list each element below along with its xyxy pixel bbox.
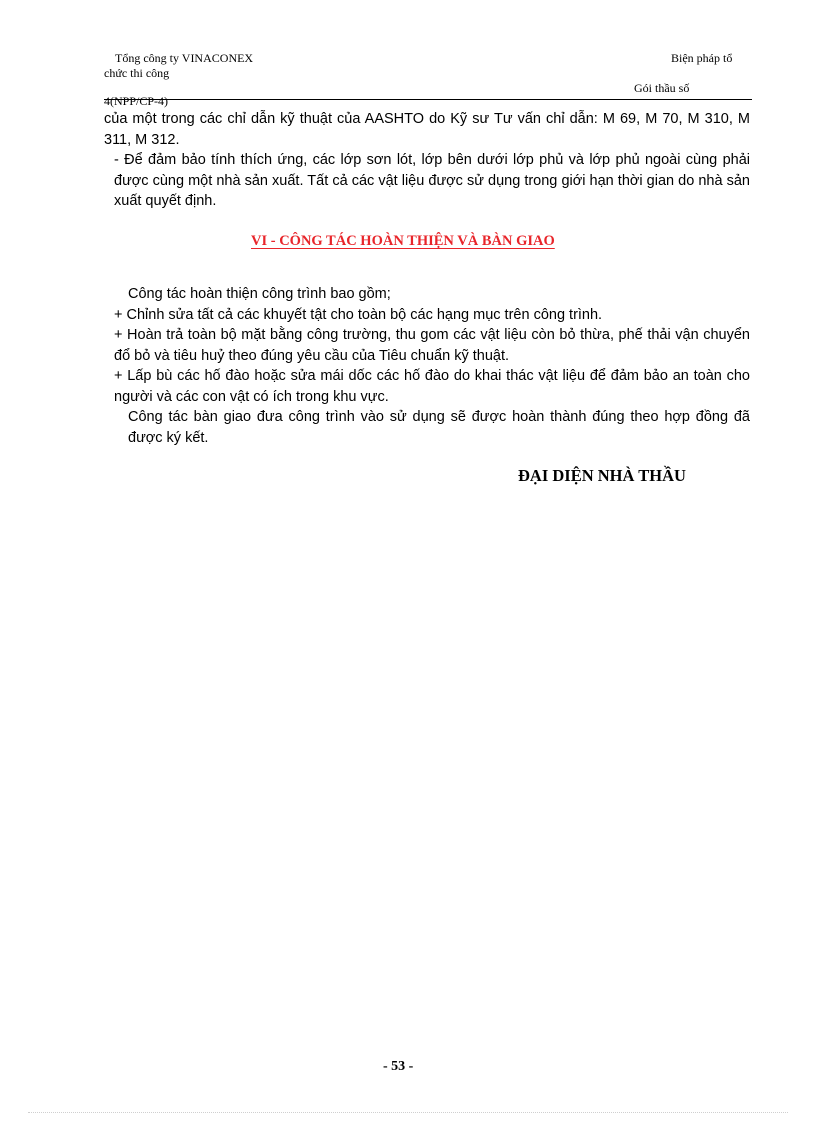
page-bottom-border [28,1112,788,1113]
body-top [104,109,750,212]
paragraph: + Lấp bù các hố đào hoặc sửa mái dốc các hố đào do khai thác vật liệu để đảm bảo an toàn cho người và các con vật có ích trong khu vực. [114,368,750,405]
package-label: Gói thầu số [634,81,690,95]
signature-title: ĐẠI DIỆN NHÀ THẦU [518,466,686,485]
page-number: - 53 - [383,1059,414,1074]
package-code: 4(NPP/CP-4) [104,94,169,108]
company-name: Tổng công ty VINACONEX [115,51,254,65]
header-divider [104,99,752,100]
paragraph: - Để đảm bảo tính thích ứng, các lớp sơn lót, lớp bên dưới lớp phủ và lớp phủ ngoài cùng phải được cùng một nhà sản xuất. Tất cả các vật liệu được sử dụng trong giới hạn thời gian do nhà sản xuất quyết định. [114,152,750,209]
body-bottom [104,284,750,448]
paragraph: + Chỉnh sửa tất cả các khuyết tật cho toàn bộ các hạng mục trên công trình. [114,306,603,323]
section-heading: VI - CÔNG TÁC HOÀN THIỆN VÀ BÀN GIAO [251,233,555,249]
paragraph: của một trong các chỉ dẫn kỹ thuật của AASHTO do Kỹ sư Tư vấn chỉ dẫn: M 69, M 70, M 310, M 311, M 312. [104,111,750,148]
paragraph: Công tác hoàn thiện công trình bao gồm; [128,286,391,302]
paragraph: Công tác bàn giao đưa công trình vào sử dụng sẽ được hoàn thành đúng theo hợp đồng đã được ký kết. [128,409,750,446]
paragraph: + Hoàn trả toàn bộ mặt bằng công trường, thu gom các vật liệu còn bỏ thừa, phế thải vận chuyển đổ bỏ và tiêu huỷ theo đúng yêu cầu của Tiêu chuẩn kỹ thuật. [114,327,750,364]
document-title-continued: chức thi công [104,66,170,80]
document-title: Biện pháp tổ [671,51,733,65]
